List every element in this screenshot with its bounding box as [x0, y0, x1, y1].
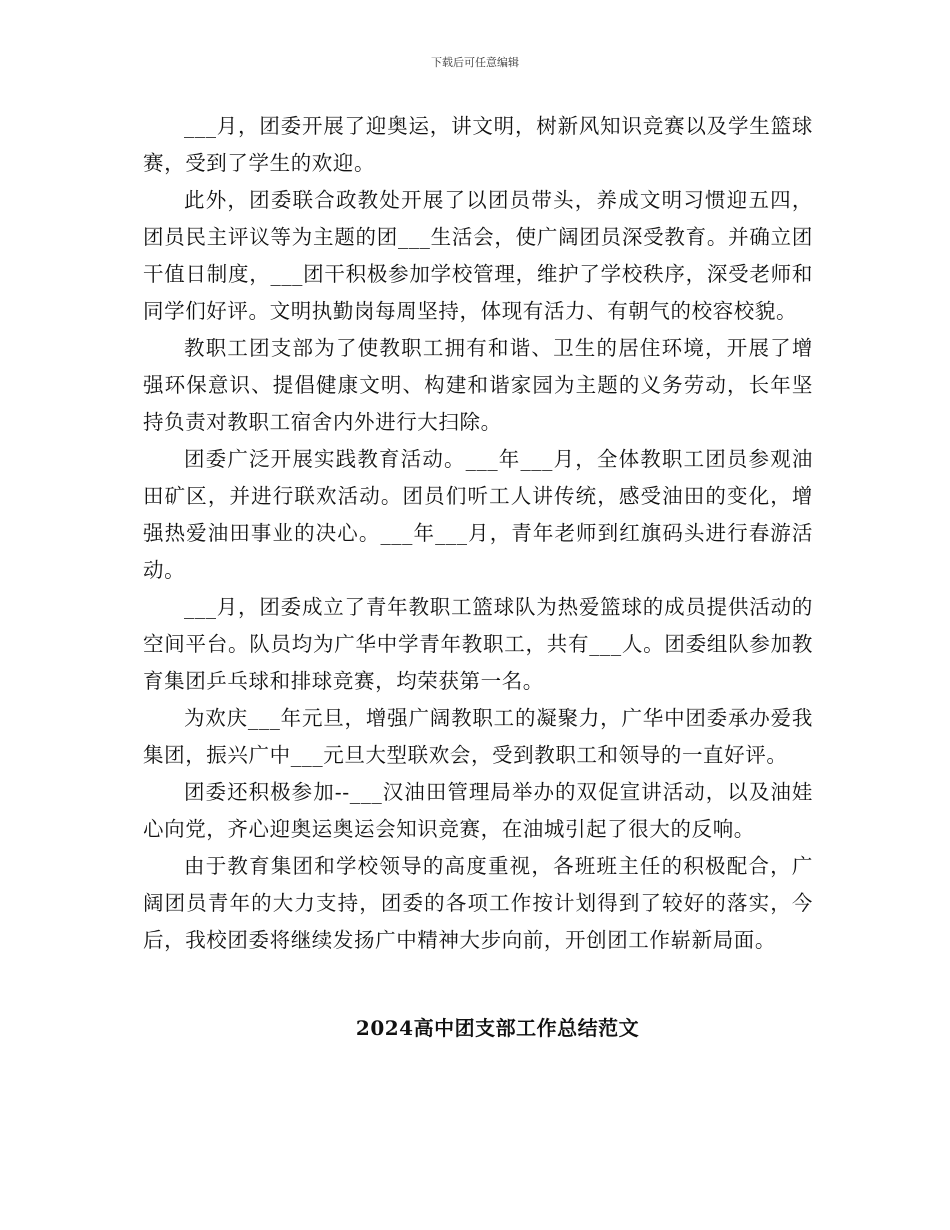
- paragraph: ___月，团委成立了青年教职工篮球队为热爱篮球的成员提供活动的空间平台。队员均为广华中学青年教职工，共有___人。团委组队参加教育集团乒乓球和排球竞赛，均荣获第一名。: [143, 595, 813, 693]
- paragraph: 此外，团委联合政教处开展了以团员带头，养成文明习惯迎五四，团员民主评议等为主题的团___生活会，使广阔团员深受教育。并确立团干值日制度，___团干积极参加学校管理，维护了学校秩序，深受老师和同学们好评。文明执勤岗每周坚持，体现有活力、有朝气的校容校貌。: [143, 188, 813, 323]
- paragraph: ___月，团委开展了迎奥运，讲文明，树新风知识竞赛以及学生篮球赛，受到了学生的欢迎。: [143, 114, 813, 175]
- paragraph: 团委还积极参加--___汉油田管理局举办的双促宣讲活动，以及油娃心向党，齐心迎奥运奥运会知识竞赛，在油城引起了很大的反响。: [143, 780, 813, 841]
- page-header: 下载后可任意编辑: [431, 56, 519, 69]
- paragraph: 团委广泛开展实践教育活动。___年___月，全体教职工团员参观油田矿区，并进行联欢活动。团员们听工人讲传统，感受油田的变化，增强热爱油田事业的决心。___年___月，青年老师到红旗码头进行春游活动。: [143, 447, 813, 582]
- paragraph: 教职工团支部为了使教职工拥有和谐、卫生的居住环境，开展了增强环保意识、提倡健康文明、构建和谐家园为主题的义务劳动，长年坚持负责对教职工宿舍内外进行大扫除。: [143, 336, 813, 434]
- document-body: [143, 108, 813, 959]
- section-title: 2024高中团支部工作总结范文: [355, 1016, 640, 1040]
- paragraph: 为欢庆___年元旦，增强广阔教职工的凝聚力，广华中团委承办爱我集团，振兴广中___元旦大型联欢会，受到教职工和领导的一直好评。: [143, 706, 813, 767]
- paragraph: 由于教育集团和学校领导的高度重视，各班班主任的积极配合，广阔团员青年的大力支持，团委的各项工作按计划得到了较好的落实，今后，我校团委将继续发扬广中精神大步向前，开创团工作崭新局面。: [143, 854, 813, 952]
